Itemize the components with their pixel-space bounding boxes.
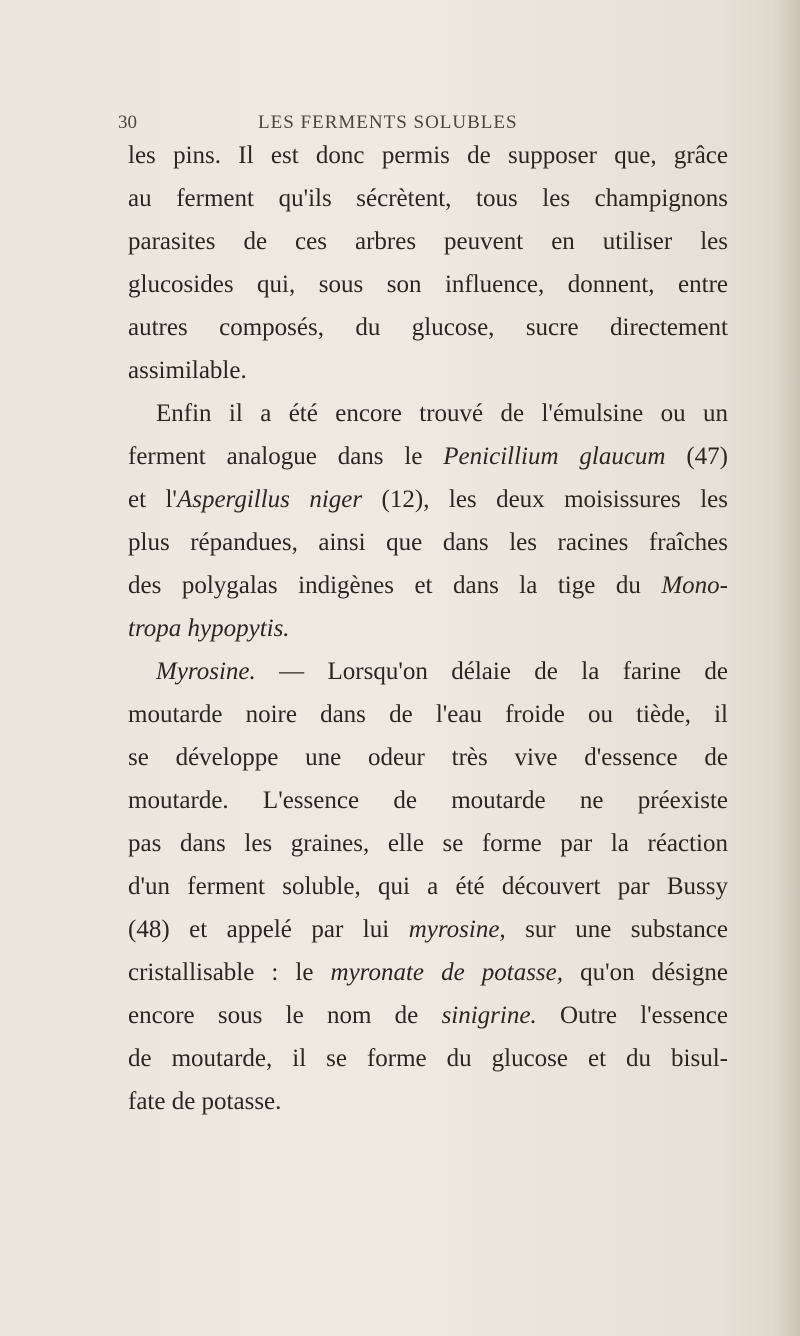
text-line: les pins. Il est donc permis de supposer que, grâce <box>128 142 728 169</box>
text-line <box>128 607 728 650</box>
page-edge-shadow <box>772 0 800 1336</box>
text-run: — Lorsqu'on délaie de la farine de <box>255 658 728 685</box>
text-line: parasites de ces arbres peuvent en utiliser les <box>128 228 728 255</box>
body-text <box>128 134 728 1123</box>
term-italic: myronate de potasse, <box>330 959 563 986</box>
species-name: Penicillium glaucum <box>443 443 666 470</box>
text-line <box>128 650 728 693</box>
reference-number: (47) <box>665 443 728 470</box>
text-line: fate de potasse. <box>128 1088 282 1115</box>
text-run: (48) et appelé par lui <box>128 916 409 943</box>
text-run: des polygalas indigènes et dans la tige du <box>128 572 662 599</box>
species-name: Mono- <box>661 572 728 599</box>
term-italic: myrosine, <box>408 916 506 943</box>
species-name: Aspergillus niger <box>176 486 363 513</box>
text-line <box>128 908 728 951</box>
text-line: d'un ferment soluble, qui a été découvert par Bussy <box>128 873 728 900</box>
text-line: Enfin il a été encore trouvé de l'émulsine ou un <box>156 400 728 427</box>
text-line: moutarde noire dans de l'eau froide ou tiède, il <box>128 701 728 728</box>
text-line: se développe une odeur très vive d'essence de <box>128 744 728 771</box>
section-heading: Myrosine. <box>156 658 256 685</box>
text-line <box>128 564 728 607</box>
text-line <box>128 478 728 521</box>
text-line: plus répandues, ainsi que dans les racines fraîches <box>128 529 728 556</box>
text-line: glucosides qui, sous son influence, donnent, entre <box>128 271 728 298</box>
text-run: ferment analogue dans le <box>128 443 444 470</box>
text-line: assimilable. <box>128 357 247 384</box>
text-line: moutarde. L'essence de moutarde ne préexiste <box>128 787 728 814</box>
text-line <box>128 435 728 478</box>
text-line: au ferment qu'ils sécrètent, tous les champignons <box>128 185 728 212</box>
term-italic: sinigrine. <box>441 1002 537 1029</box>
text-line: autres composés, du glucose, sucre directement <box>128 314 728 341</box>
text-run: qu'on désigne <box>563 959 728 986</box>
text-run: Outre l'essence <box>536 1002 728 1029</box>
text-run: cristallisable : le <box>128 959 331 986</box>
text-run: encore sous le nom de <box>128 1002 442 1029</box>
page-number: 30 <box>118 112 137 133</box>
text-line <box>128 951 728 994</box>
running-head: LES FERMENTS SOLUBLES <box>258 112 518 133</box>
text-run: sur une substance <box>505 916 729 943</box>
species-name: tropa hypopytis. <box>128 615 290 642</box>
text-line <box>128 994 728 1037</box>
text-line: pas dans les graines, elle se forme par la réaction <box>128 830 728 857</box>
text-run: (12), les deux moisissures les <box>362 486 728 513</box>
text-line: de moutarde, il se forme du glucose et du bisul- <box>128 1045 728 1072</box>
text-run: et l' <box>128 486 177 513</box>
